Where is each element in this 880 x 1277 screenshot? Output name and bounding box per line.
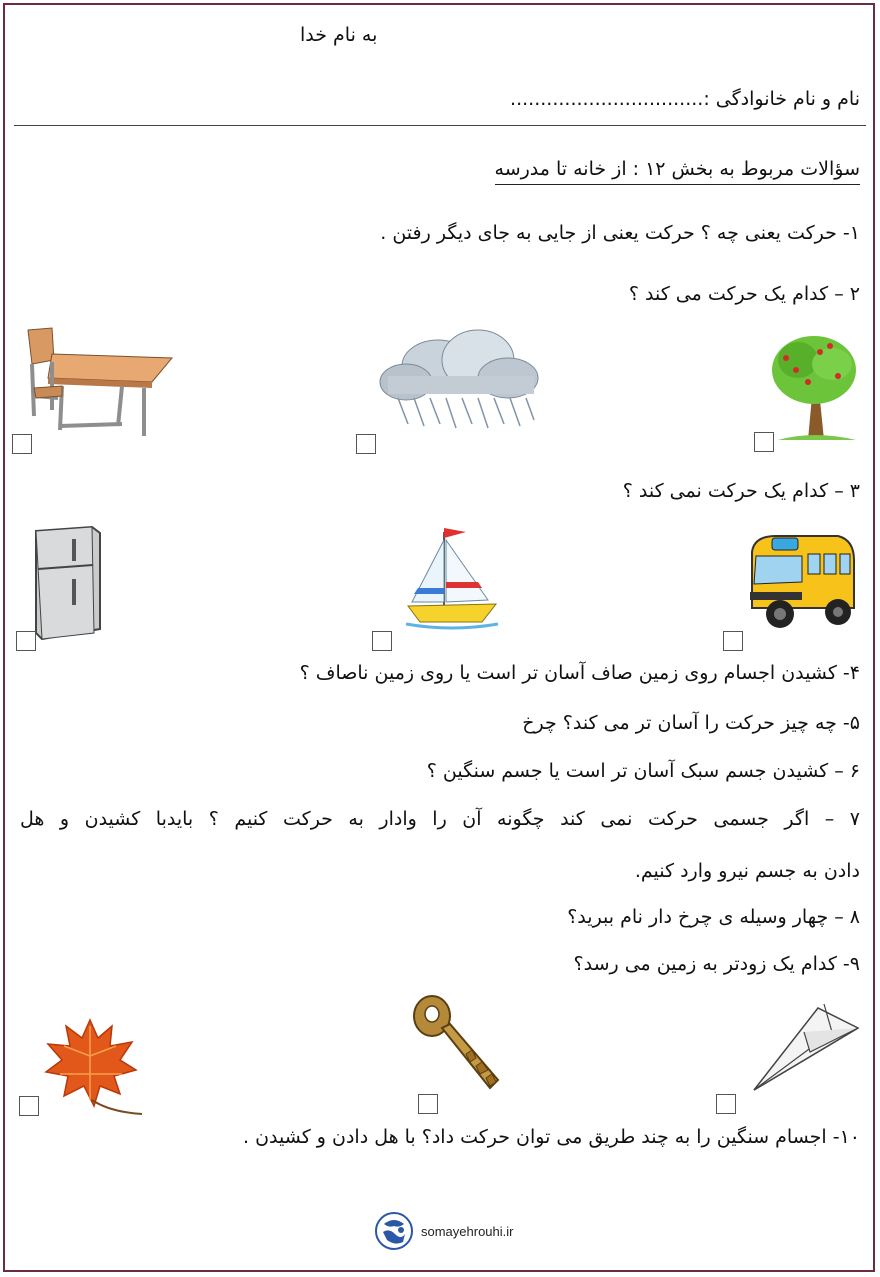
question-7: ۷ – اگر جسمی حرکت نمی کند چگونه آن را وادار به حرکت کنیم ؟ بایدبا کشیدن و هل [20, 808, 860, 830]
rain-cloud-icon [378, 326, 540, 434]
q2-tree-checkbox[interactable] [754, 432, 774, 452]
q3-fridge-checkbox[interactable] [16, 631, 36, 651]
question-5: ۵- چه چیز حرکت را آسان تر می کند؟ چرخ [522, 712, 860, 734]
q9-airplane-checkbox[interactable] [716, 1094, 736, 1114]
header-divider [14, 125, 866, 126]
question-1: ۱- حرکت یعنی چه ؟ حرکت یعنی از جایی به جای دیگر رفتن . [380, 222, 860, 244]
question-6: ۶ – کشیدن جسم سبک آسان تر است یا جسم سنگین ؟ [426, 760, 860, 782]
question-2: ۲ – کدام یک حرکت می کند ؟ [628, 283, 860, 305]
site-url[interactable]: somayehrouhi.ir [421, 1223, 514, 1239]
question-10: ۱۰- اجسام سنگین را به چند طریق می توان حرکت داد؟ با هل دادن و کشیدن . [243, 1126, 860, 1148]
question-4: ۴- کشیدن اجسام روی زمین صاف آسان تر است یا روی زمین ناصاف ؟ [299, 662, 860, 684]
section-title [495, 158, 860, 180]
question-3: ۳ – کدام یک حرکت نمی کند ؟ [622, 480, 860, 502]
q3-boat-checkbox[interactable] [372, 631, 392, 651]
site-logo-icon [375, 1212, 413, 1250]
question-8: ۸ – چهار وسیله ی چرخ دار نام ببرید؟ [567, 906, 860, 928]
paper-airplane-icon [752, 1002, 860, 1092]
name-field: نام و نام خانوادگی :................................ [510, 88, 860, 110]
section-title-text: سؤالات مربوط به بخش ۱۲ : از خانه تا مدرسه [495, 158, 860, 185]
q2-desk-checkbox[interactable] [12, 434, 32, 454]
question-7-answer: دادن به جسم نیرو وارد کنیم. [634, 860, 860, 882]
key-icon [410, 994, 504, 1094]
question-9: ۹- کدام یک زودتر به زمین می رسد؟ [573, 953, 860, 975]
refrigerator-icon [28, 525, 104, 643]
school-bus-icon [746, 532, 858, 632]
basmala: به نام خدا [300, 24, 378, 46]
q2-rain-checkbox[interactable] [356, 434, 376, 454]
footer [375, 1212, 514, 1250]
q3-bus-checkbox[interactable] [723, 631, 743, 651]
autumn-leaf-icon [40, 1016, 144, 1116]
tree-icon [768, 330, 860, 442]
q9-leaf-checkbox[interactable] [19, 1096, 39, 1116]
q9-key-checkbox[interactable] [418, 1094, 438, 1114]
sailboat-icon [404, 526, 500, 630]
school-desk-icon [22, 326, 174, 438]
